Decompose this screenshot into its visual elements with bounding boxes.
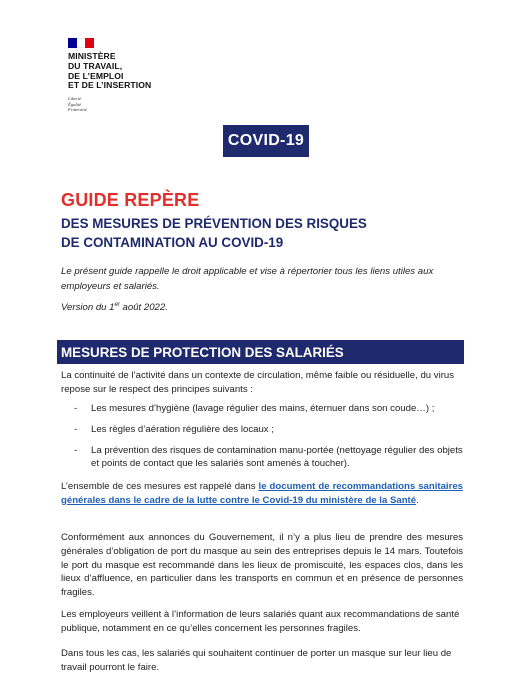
paragraph-text: .	[416, 494, 419, 506]
principles-list	[74, 402, 464, 478]
version-suffix: août 2022.	[119, 302, 168, 314]
list-item-text: La prévention des risques de contamination manu-portée (nettoyage régulier des objets et points de contact que les salariés sont amenés à toucher).	[91, 444, 463, 470]
ministry-logo	[68, 38, 151, 112]
recommendations-link[interactable]: le document de recommandations sanitaires générales dans le cadre de la lutte contre le Covid-19 du ministère de la Santé	[61, 481, 463, 506]
paragraph-mask-optional: Dans tous les cas, les salariés qui souhaitent continuer de porter un masque sur leur lieu de travail pourront le faire.	[61, 648, 452, 673]
motto-line: Égalité	[68, 101, 82, 107]
dash-bullet: -	[74, 403, 78, 414]
dash-bullet: -	[74, 444, 78, 456]
french-flag-icon	[68, 38, 94, 48]
ministry-line: MINISTÈRE	[68, 51, 116, 61]
subtitle-line: DE CONTAMINATION AU COVID-19	[61, 235, 284, 250]
republic-motto	[68, 96, 151, 112]
paragraph-employer-info: Les employeurs veillent à l’information de leurs salariés quant aux recommandations de santé publique, notamment en ce qu’elles concernent les personnes fragiles.	[61, 609, 460, 634]
motto-line: Liberté	[68, 96, 82, 102]
ministry-line: DU TRAVAIL,	[68, 60, 123, 71]
list-item-text: Les mesures d’hygiène (lavage régulier des mains, éternuer dans son coude…) ;	[91, 403, 435, 414]
dash-bullet: -	[74, 423, 78, 435]
subtitle-line: DES MESURES DE PRÉVENTION DES RISQUES	[61, 216, 367, 231]
paragraph-text: L’ensemble de ces mesures est rappelé dans	[61, 481, 259, 492]
version-prefix: Version du 1	[61, 302, 115, 314]
motto-line: Fraternité	[68, 107, 87, 112]
ministry-line: ET DE L’INSERTION	[68, 80, 152, 91]
list-item	[74, 402, 464, 416]
list-item	[74, 423, 464, 437]
page-title: GUIDE REPÈRE	[61, 190, 200, 210]
list-item-text: Les règles d’aération régulière des locaux ;	[91, 423, 274, 435]
version-superscript: er	[114, 302, 120, 308]
section-heading: MESURES DE PROTECTION DES SALARIÉS	[57, 340, 464, 364]
paragraph-recommendations	[61, 480, 463, 508]
paragraph-principles: La continuité de l’activité dans un contexte de circulation, même faible ou résiduelle, du virus repose sur le respect des principes suivants :	[61, 370, 455, 395]
version-text	[61, 302, 168, 313]
list-item	[74, 444, 464, 472]
page-subtitle	[61, 214, 367, 252]
paragraph-mask-rules: Conformément aux annonces du Gouvernement, il n’y a plus lieu de prendre des mesures générales d’obligation de port du masque au sein des entreprises depuis le 14 mars. Toutefois le port du masque est recommandé dans les lieux de promiscuité, les espaces clos, dans les lieux d’affluence, en particulier dans les transports en commun et en présence de personnes fragiles.	[61, 532, 463, 599]
covid-badge: COVID-19	[223, 125, 309, 157]
intro-text: Le présent guide rappelle le droit applicable et vise à répertorier tous les liens utiles aux employeurs et salariés.	[61, 266, 434, 292]
ministry-line: DE L’EMPLOI	[68, 70, 124, 81]
ministry-name	[68, 52, 151, 91]
